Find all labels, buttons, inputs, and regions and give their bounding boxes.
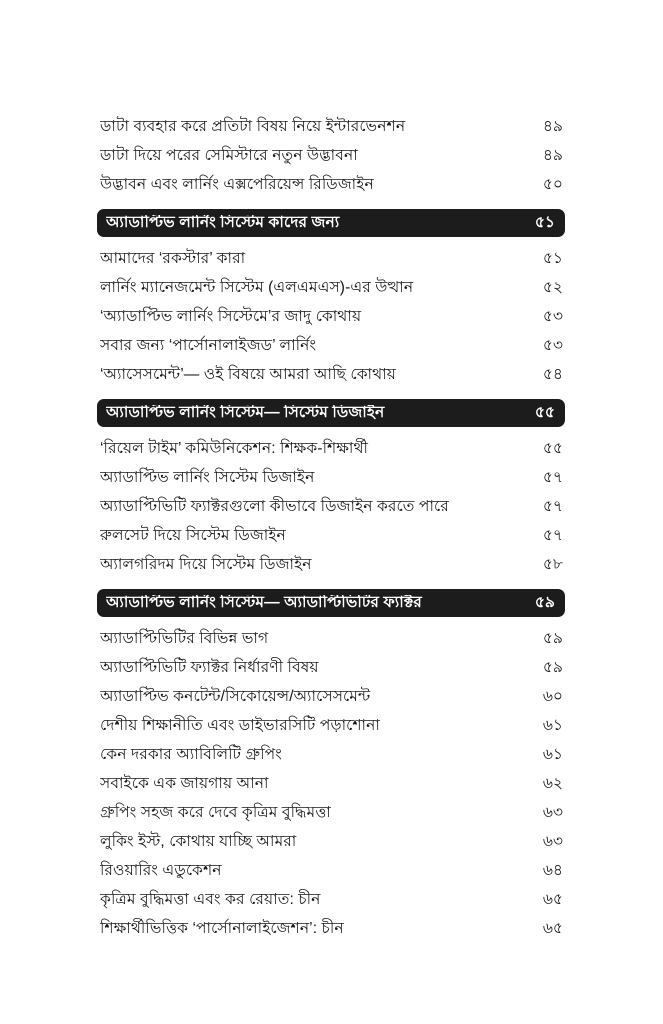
entry-page-number: ৫৪ <box>542 366 563 383</box>
entry-page-number: ৫৩ <box>542 337 563 354</box>
section-title: অ্যাডাপ্টিভ লার্নিং সিস্টেম কাদের জন্য <box>106 215 340 231</box>
toc-entry-row[interactable] <box>97 769 565 798</box>
toc-entry-row[interactable] <box>97 885 565 914</box>
entry-page-number: ৬১ <box>542 746 563 763</box>
toc-entry-row[interactable] <box>97 914 565 943</box>
entry-title: লুকিং ইস্ট, কোথায় যাচ্ছি আমরা <box>100 833 297 850</box>
entry-title: উদ্ভাবন এবং লার্নিং এক্সপেরিয়েন্স রিডিজাইন <box>100 176 374 193</box>
entry-title: আমাদের ‘রকস্টার’ কারা <box>100 250 246 267</box>
toc-entry-row[interactable] <box>97 624 565 653</box>
entry-page-number: ৬২ <box>542 775 563 792</box>
toc-entry-row[interactable] <box>97 550 565 579</box>
toc-entry-row[interactable] <box>97 141 565 170</box>
entry-page-number: ৬০ <box>542 688 563 705</box>
entry-page-number: ৫০ <box>542 176 563 193</box>
toc-section-header[interactable] <box>97 589 565 617</box>
toc-entry-row[interactable] <box>97 856 565 885</box>
toc-entry-row[interactable] <box>97 827 565 856</box>
entry-title: সবাইকে এক জায়গায় আনা <box>100 775 269 792</box>
entry-page-number: ৫৭ <box>542 527 563 544</box>
entry-title: ‘রিয়েল টাইম’ কমিউনিকেশন: শিক্ষক-শিক্ষার্থী <box>100 440 369 457</box>
entry-page-number: ৫৫ <box>542 440 563 457</box>
entry-page-number: ৫৭ <box>542 469 563 486</box>
section-title: অ্যাডাপ্টিভ লার্নিং সিস্টেম— সিস্টেম ডিজাইন <box>106 405 385 421</box>
entry-title: ডাটা ব্যবহার করে প্রতিটা বিষয় নিয়ে ইন্টারভেনশন <box>100 118 406 135</box>
toc-entry-row[interactable] <box>97 170 565 199</box>
toc-entry-row[interactable] <box>97 244 565 273</box>
entry-title: রুলসেট দিয়ে সিস্টেম ডিজাইন <box>100 527 286 544</box>
entry-title: অ্যাডাপ্টিভ লার্নিং সিস্টেম ডিজাইন <box>100 469 315 486</box>
entry-title: ‘অ্যাসেসমেন্ট’— ওই বিষয়ে আমরা আছি কোথায় <box>100 366 397 383</box>
toc-section-header[interactable] <box>97 209 565 237</box>
entry-page-number: ৫৯ <box>542 659 563 676</box>
toc-entry-row[interactable] <box>97 492 565 521</box>
toc-entry-row[interactable] <box>97 331 565 360</box>
entry-title: অ্যালগরিদম দিয়ে সিস্টেম ডিজাইন <box>100 556 312 573</box>
entry-title: শিক্ষার্থীভিত্তিক ‘পার্সোনালাইজেশন’: চীন <box>100 920 344 937</box>
toc-entry-row[interactable] <box>97 798 565 827</box>
section-page-number: ৫১ <box>534 214 555 232</box>
section-page-number: ৫৫ <box>534 404 555 422</box>
entry-page-number: ৫৮ <box>542 556 563 573</box>
entry-title: অ্যাডাপ্টিভিটি ফ্যাক্টর নির্ধারণী বিষয় <box>100 659 319 676</box>
entry-page-number: ৬৪ <box>542 862 563 879</box>
entry-page-number: ৬৫ <box>542 891 563 908</box>
entry-page-number: ৫৯ <box>542 630 563 647</box>
entry-title: কৃত্রিম বুদ্ধিমত্তা এবং কর রেয়াত: চীন <box>100 891 321 908</box>
entry-title: ডাটা দিয়ে পরের সেমিস্টারে নতুন উদ্ভাবনা <box>100 147 358 164</box>
entry-title: অ্যাডাপ্টিভিটির বিভিন্ন ভাগ <box>100 630 269 647</box>
entry-title: গ্রুপিং সহজ করে দেবে কৃত্রিম বুদ্ধিমত্তা <box>100 804 331 821</box>
toc-entry-row[interactable] <box>97 682 565 711</box>
entry-title: লার্নিং ম্যানেজমেন্ট সিস্টেম (এলএমএস)-এর উত্থান <box>100 279 414 296</box>
entry-title: কেন দরকার অ্যাবিলিটি গ্রুপিং <box>100 746 282 763</box>
toc-entry-row[interactable] <box>97 360 565 389</box>
toc-entry-row[interactable] <box>97 112 565 141</box>
section-page-number: ৫৯ <box>534 594 555 612</box>
toc-entry-row[interactable] <box>97 434 565 463</box>
toc-entry-row[interactable] <box>97 711 565 740</box>
toc-section-header[interactable] <box>97 399 565 427</box>
entry-page-number: ৫৭ <box>542 498 563 515</box>
entry-page-number: ৪৯ <box>542 118 563 135</box>
entry-title: সবার জন্য ‘পার্সোনালাইজড’ লার্নিং <box>100 337 317 354</box>
entry-page-number: ৬৫ <box>542 920 563 937</box>
entry-title: রিওয়ারিং এডুকেশন <box>100 862 222 879</box>
toc-entry-row[interactable] <box>97 653 565 682</box>
entry-title: ‘অ্যাডাপ্টিভ লার্নিং সিস্টেমে’র জাদু কোথায় <box>100 308 362 325</box>
entry-title: দেশীয় শিক্ষানীতি এবং ডাইভারসিটি পড়াশোনা <box>100 717 381 734</box>
entry-page-number: ৫৩ <box>542 308 563 325</box>
entry-title: অ্যাডাপ্টিভ কনটেন্ট/সিকোয়েন্স/অ্যাসেসমেন্ট <box>100 688 371 705</box>
entry-page-number: ৬৩ <box>542 804 563 821</box>
toc-entry-row[interactable] <box>97 273 565 302</box>
toc-entry-row[interactable] <box>97 463 565 492</box>
entry-page-number: ৬৩ <box>542 833 563 850</box>
section-title: অ্যাডাপ্টিভ লার্নিং সিস্টেম— অ্যাডাপ্টিভিটির ফ্যাক্টর <box>106 595 422 611</box>
entry-page-number: ৬১ <box>542 717 563 734</box>
toc-entry-row[interactable] <box>97 302 565 331</box>
entry-page-number: ৫২ <box>542 279 563 296</box>
toc-entry-row[interactable] <box>97 740 565 769</box>
entry-page-number: ৪৯ <box>542 147 563 164</box>
entry-page-number: ৫১ <box>542 250 563 267</box>
table-of-contents <box>97 112 565 943</box>
entry-title: অ্যাডাপ্টিভিটি ফ্যাক্টরগুলো কীভাবে ডিজাইন করতে পারে <box>100 498 449 515</box>
toc-entry-row[interactable] <box>97 521 565 550</box>
